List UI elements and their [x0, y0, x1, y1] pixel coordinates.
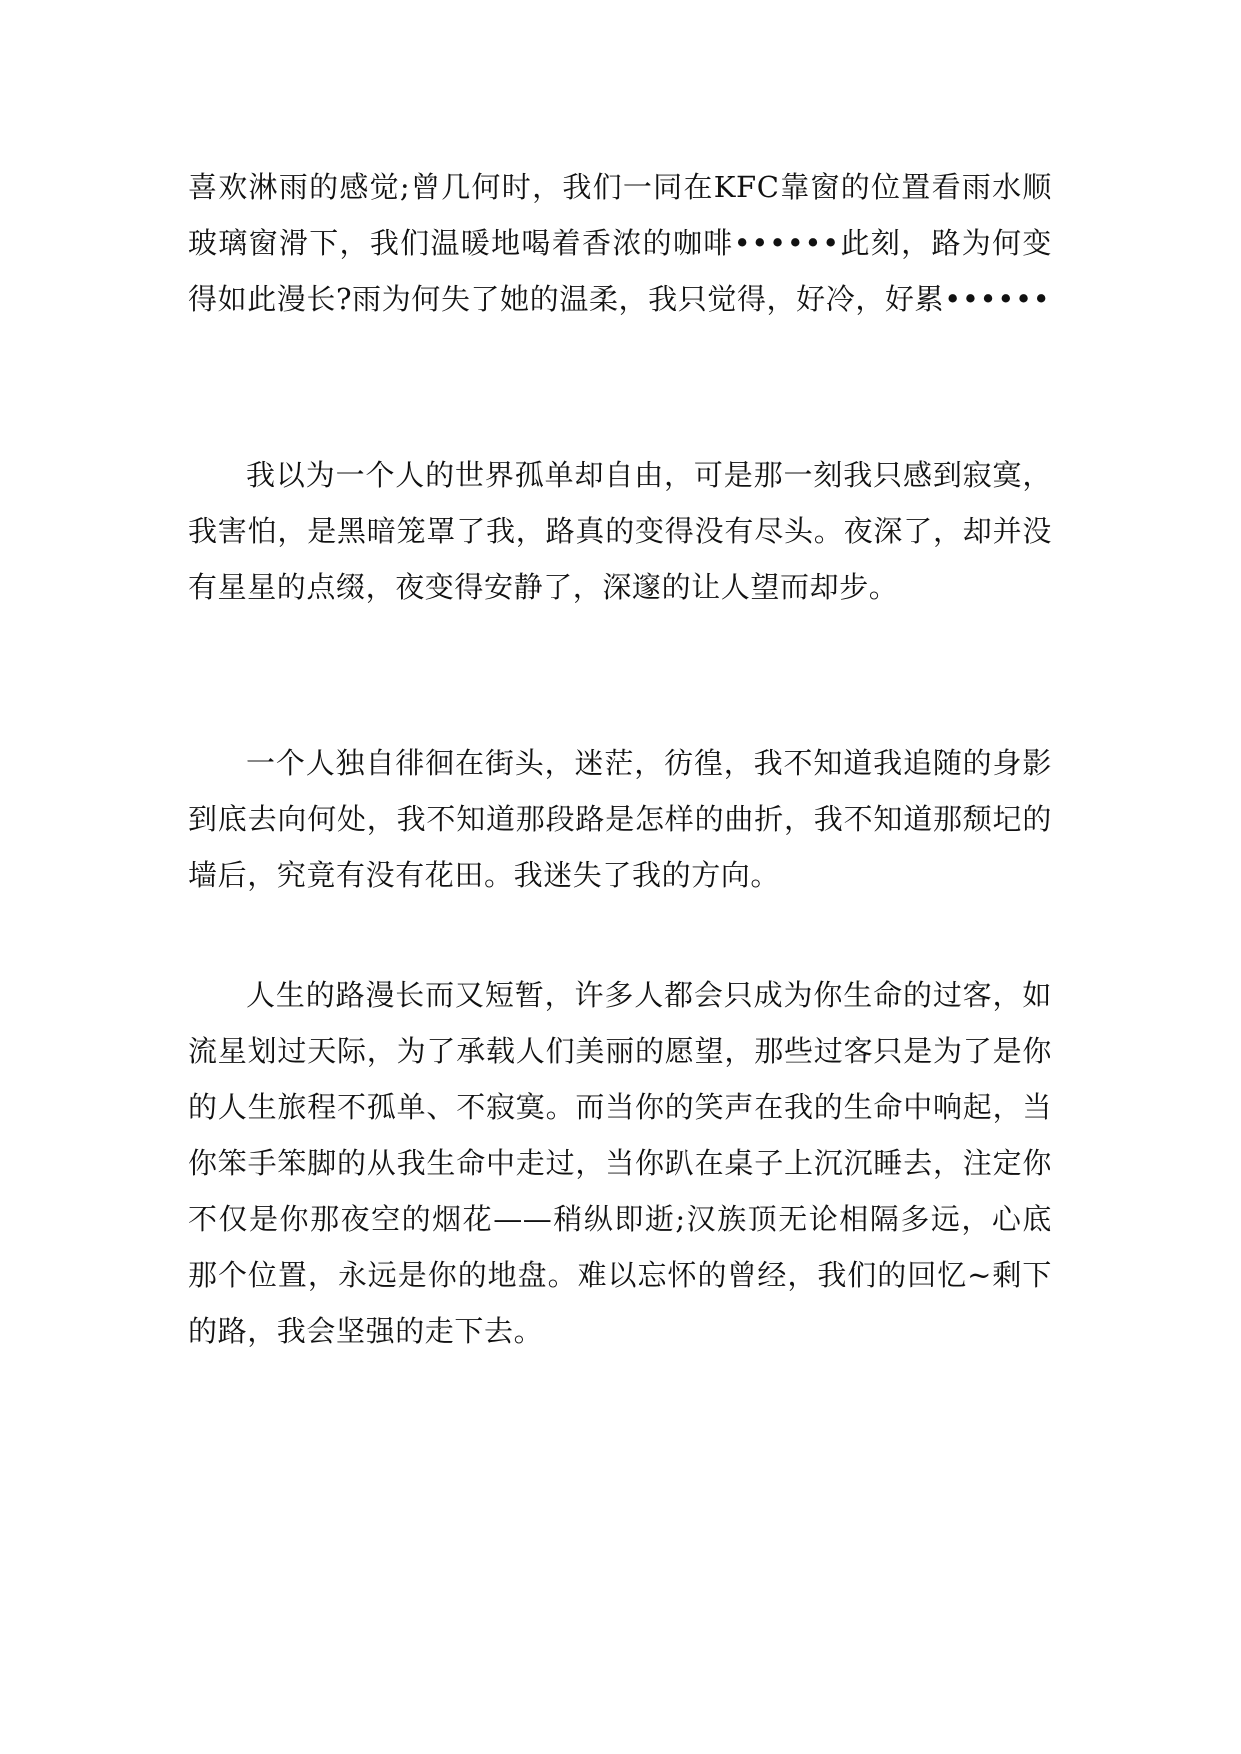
paragraph-rain-memory: 喜欢淋雨的感觉;曾几何时，我们一同在KFC靠窗的位置看雨水顺玻璃窗滑下，我们温暖地喝着香浓的咖啡••••••此刻，路为何变得如此漫长?雨为何失了她的温柔，我只觉得，好冷，好累••••••: [188, 170, 1052, 316]
paragraph-life-road: 人生的路漫长而又短暂，许多人都会只成为你生命的过客，如流星划过天际，为了承载人们美丽的愿望，那些过客只是为了是你的人生旅程不孤单、不寂寞。而当你的笑声在我的生命中响起，当你笨手笨脚的从我生命中走过，当你趴在桌子上沉沉睡去，注定你不仅是你那夜空的烟花——稍纵即逝;汉族顶无论相隔多远，心底那个位置，永远是你的地盘。难以忘怀的曾经，我们的回忆~剩下的路，我会坚强的走下去。: [188, 978, 1052, 1348]
paragraph-loneliness: 我以为一个人的世界孤单却自由，可是那一刻我只感到寂寞，我害怕，是黑暗笼罩了我，路真的变得没有尽头。夜深了，却并没有星星的点缀，夜变得安静了，深邃的让人望而却步。: [188, 458, 1052, 604]
paragraph-wandering: 一个人独自徘徊在街头，迷茫，彷徨，我不知道我追随的身影到底去向何处，我不知道那段路是怎样的曲折，我不知道那颓圮的墙后，究竟有没有花田。我迷失了我的方向。: [188, 746, 1052, 892]
